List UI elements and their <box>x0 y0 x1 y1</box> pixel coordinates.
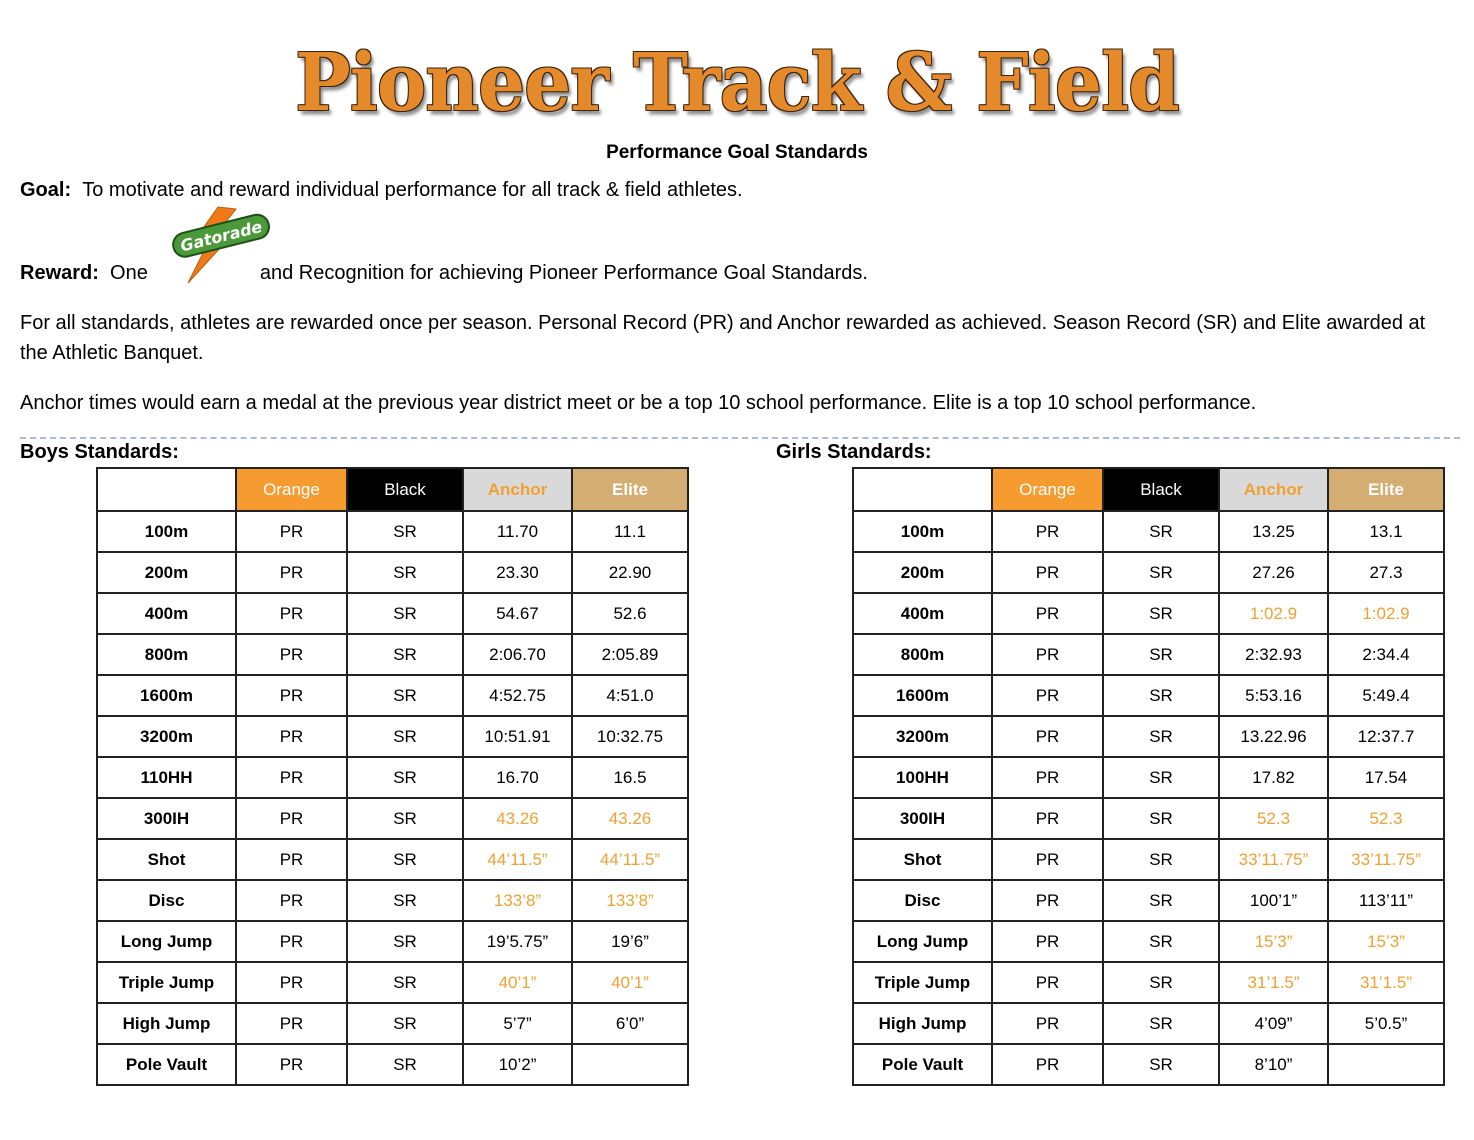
anchor-cell: 5:53.16 <box>1219 675 1328 716</box>
table-row <box>97 962 688 1003</box>
table-row <box>853 1003 1444 1044</box>
elite-cell: 15’3” <box>1328 921 1444 962</box>
anchor-cell: 13.25 <box>1219 511 1328 552</box>
event-cell: Pole Vault <box>853 1044 992 1085</box>
event-cell: 800m <box>853 634 992 675</box>
orange-cell: PR <box>992 757 1103 798</box>
orange-cell: PR <box>992 675 1103 716</box>
event-cell: Long Jump <box>97 921 236 962</box>
elite-cell: 16.5 <box>572 757 688 798</box>
elite-cell: 12:37.7 <box>1328 716 1444 757</box>
header-anchor: Anchor <box>1219 468 1328 511</box>
elite-cell: 27.3 <box>1328 552 1444 593</box>
event-cell: 400m <box>853 593 992 634</box>
black-cell: SR <box>1103 716 1219 757</box>
black-cell: SR <box>347 634 463 675</box>
event-cell: 200m <box>853 552 992 593</box>
black-cell: SR <box>347 1003 463 1044</box>
elite-cell: 2:05.89 <box>572 634 688 675</box>
anchor-cell: 52.3 <box>1219 798 1328 839</box>
orange-cell: PR <box>236 798 347 839</box>
table-row <box>97 921 688 962</box>
header-orange: Orange <box>992 468 1103 511</box>
elite-cell: 4:51.0 <box>572 675 688 716</box>
elite-cell: 52.6 <box>572 593 688 634</box>
event-cell: 110HH <box>97 757 236 798</box>
anchor-cell: 5’7” <box>463 1003 572 1044</box>
orange-cell: PR <box>992 716 1103 757</box>
table-row <box>853 1044 1444 1085</box>
black-cell: SR <box>1103 921 1219 962</box>
black-cell: SR <box>347 962 463 1003</box>
table-row <box>853 634 1444 675</box>
header-blank-cell <box>853 468 992 511</box>
orange-cell: PR <box>236 1003 347 1044</box>
page-subtitle: Performance Goal Standards <box>606 142 868 163</box>
table-row <box>853 962 1444 1003</box>
anchor-cell: 10’2” <box>463 1044 572 1085</box>
orange-cell: PR <box>992 634 1103 675</box>
table-row <box>853 839 1444 880</box>
anchor-cell: 33’11.75” <box>1219 839 1328 880</box>
black-cell: SR <box>347 921 463 962</box>
event-cell: 300IH <box>853 798 992 839</box>
header-black: Black <box>347 468 463 511</box>
black-cell: SR <box>1103 511 1219 552</box>
orange-cell: PR <box>992 798 1103 839</box>
event-cell: Disc <box>97 880 236 921</box>
event-cell: 400m <box>97 593 236 634</box>
table-row <box>853 511 1444 552</box>
black-cell: SR <box>1103 552 1219 593</box>
standards-paragraph: For all standards, athletes are rewarded once per season. Personal Record (PR) and Anchor rewarded as achieved. Season Record (SR) and Elite awarded at the Athletic Banquet. <box>20 312 1426 364</box>
anchor-cell: 4:52.75 <box>463 675 572 716</box>
anchor-cell: 44’11.5” <box>463 839 572 880</box>
reward-pre: One <box>110 262 148 284</box>
table-row <box>853 757 1444 798</box>
elite-cell: 113’11” <box>1328 880 1444 921</box>
elite-cell: 6’0” <box>572 1003 688 1044</box>
event-cell: 800m <box>97 634 236 675</box>
event-cell: 300IH <box>97 798 236 839</box>
orange-cell: PR <box>236 1044 347 1085</box>
table-row <box>853 921 1444 962</box>
table-row <box>97 839 688 880</box>
anchor-cell: 54.67 <box>463 593 572 634</box>
event-cell: Triple Jump <box>97 962 236 1003</box>
reward-paragraph <box>20 258 1450 288</box>
black-cell: SR <box>347 593 463 634</box>
header-blank-cell <box>97 468 236 511</box>
elite-cell: 17.54 <box>1328 757 1444 798</box>
table-row <box>97 1044 688 1085</box>
anchor-cell: 8’10” <box>1219 1044 1328 1085</box>
black-cell: SR <box>1103 962 1219 1003</box>
orange-cell: PR <box>992 921 1103 962</box>
table-row <box>97 880 688 921</box>
black-cell: SR <box>1103 880 1219 921</box>
elite-cell: 22.90 <box>572 552 688 593</box>
elite-cell: 5’0.5” <box>1328 1003 1444 1044</box>
event-cell: Pole Vault <box>97 1044 236 1085</box>
orange-cell: PR <box>992 1003 1103 1044</box>
black-cell: SR <box>1103 757 1219 798</box>
orange-cell: PR <box>236 675 347 716</box>
boys-standards-table <box>96 467 689 1086</box>
elite-cell: 1:02.9 <box>1328 593 1444 634</box>
orange-cell: PR <box>236 634 347 675</box>
anchor-cell: 17.82 <box>1219 757 1328 798</box>
table-row <box>97 798 688 839</box>
elite-cell: 44’11.5” <box>572 839 688 880</box>
elite-cell: 2:34.4 <box>1328 634 1444 675</box>
table-row <box>853 798 1444 839</box>
black-cell: SR <box>347 757 463 798</box>
elite-cell: 43.26 <box>572 798 688 839</box>
event-cell: Shot <box>853 839 992 880</box>
event-cell: Shot <box>97 839 236 880</box>
anchor-cell: 11.70 <box>463 511 572 552</box>
orange-cell: PR <box>236 511 347 552</box>
black-cell: SR <box>347 511 463 552</box>
event-cell: 3200m <box>853 716 992 757</box>
table-row <box>853 593 1444 634</box>
orange-cell: PR <box>992 593 1103 634</box>
elite-cell: 13.1 <box>1328 511 1444 552</box>
table-row <box>853 552 1444 593</box>
table-row <box>97 511 688 552</box>
anchor-cell: 19’5.75” <box>463 921 572 962</box>
black-cell: SR <box>1103 1003 1219 1044</box>
event-cell: 100m <box>853 511 992 552</box>
event-cell: 100HH <box>853 757 992 798</box>
anchor-cell: 10:51.91 <box>463 716 572 757</box>
section-divider <box>20 437 1460 439</box>
header-elite: Elite <box>1328 468 1444 511</box>
elite-cell: 19’6” <box>572 921 688 962</box>
anchor-cell: 133’8” <box>463 880 572 921</box>
elite-cell: 33’11.75” <box>1328 839 1444 880</box>
orange-cell: PR <box>992 962 1103 1003</box>
table-header-row <box>97 468 688 511</box>
elite-cell: 11.1 <box>572 511 688 552</box>
elite-cell: 10:32.75 <box>572 716 688 757</box>
anchor-cell: 2:32.93 <box>1219 634 1328 675</box>
black-cell: SR <box>347 839 463 880</box>
table-row <box>853 880 1444 921</box>
black-cell: SR <box>1103 798 1219 839</box>
table-row <box>97 675 688 716</box>
event-cell: 100m <box>97 511 236 552</box>
event-cell: High Jump <box>97 1003 236 1044</box>
black-cell: SR <box>347 880 463 921</box>
black-cell: SR <box>347 675 463 716</box>
event-cell: 3200m <box>97 716 236 757</box>
header-anchor: Anchor <box>463 468 572 511</box>
reward-label: Reward: <box>20 262 99 284</box>
elite-cell: 133’8” <box>572 880 688 921</box>
orange-cell: PR <box>992 511 1103 552</box>
anchor-cell: 23.30 <box>463 552 572 593</box>
orange-cell: PR <box>236 880 347 921</box>
anchor-cell: 13.22.96 <box>1219 716 1328 757</box>
page-title: Pioneer Track & Field <box>295 36 1179 130</box>
event-cell: Long Jump <box>853 921 992 962</box>
orange-cell: PR <box>236 921 347 962</box>
anchor-cell: 2:06.70 <box>463 634 572 675</box>
anchor-cell: 27.26 <box>1219 552 1328 593</box>
anchor-cell: 40’1” <box>463 962 572 1003</box>
table-row <box>97 757 688 798</box>
goal-label: Goal: <box>20 179 72 201</box>
gatorade-logo-text: Gatorade <box>178 216 265 256</box>
elite-cell: 40’1” <box>572 962 688 1003</box>
event-cell: High Jump <box>853 1003 992 1044</box>
table-row <box>97 634 688 675</box>
boys-heading: Boys Standards: <box>20 441 179 463</box>
black-cell: SR <box>1103 675 1219 716</box>
anchor-paragraph: Anchor times would earn a medal at the previous year district meet or be a top 10 school performance. Elite is a top 10 school performance. <box>20 392 1257 414</box>
black-cell: SR <box>1103 839 1219 880</box>
black-cell: SR <box>347 716 463 757</box>
table-header-row <box>853 468 1444 511</box>
anchor-cell: 1:02.9 <box>1219 593 1328 634</box>
anchor-cell: 31’1.5” <box>1219 962 1328 1003</box>
orange-cell: PR <box>992 880 1103 921</box>
event-cell: 1600m <box>853 675 992 716</box>
orange-cell: PR <box>992 552 1103 593</box>
orange-cell: PR <box>236 962 347 1003</box>
black-cell: SR <box>347 798 463 839</box>
anchor-cell: 15’3” <box>1219 921 1328 962</box>
event-cell: 200m <box>97 552 236 593</box>
reward-text: and Recognition for achieving Pioneer Performance Goal Standards. <box>259 262 868 284</box>
header-black: Black <box>1103 468 1219 511</box>
orange-cell: PR <box>992 839 1103 880</box>
orange-cell: PR <box>236 839 347 880</box>
elite-cell <box>572 1044 688 1085</box>
header-elite: Elite <box>572 468 688 511</box>
black-cell: SR <box>347 1044 463 1085</box>
table-row <box>97 1003 688 1044</box>
table-row <box>97 593 688 634</box>
event-cell: 1600m <box>97 675 236 716</box>
table-row <box>853 716 1444 757</box>
event-cell: Triple Jump <box>853 962 992 1003</box>
orange-cell: PR <box>236 716 347 757</box>
elite-cell: 31’1.5” <box>1328 962 1444 1003</box>
girls-heading: Girls Standards: <box>776 441 932 463</box>
black-cell: SR <box>1103 1044 1219 1085</box>
black-cell: SR <box>347 552 463 593</box>
anchor-cell: 16.70 <box>463 757 572 798</box>
table-row <box>853 675 1444 716</box>
table-row <box>97 716 688 757</box>
orange-cell: PR <box>236 593 347 634</box>
header-orange: Orange <box>236 468 347 511</box>
orange-cell: PR <box>236 757 347 798</box>
table-row <box>97 552 688 593</box>
goal-text: To motivate and reward individual performance for all track & field athletes. <box>82 179 743 201</box>
goal-paragraph <box>20 175 1450 205</box>
elite-cell: 52.3 <box>1328 798 1444 839</box>
black-cell: SR <box>1103 593 1219 634</box>
anchor-cell: 4’09” <box>1219 1003 1328 1044</box>
black-cell: SR <box>1103 634 1219 675</box>
anchor-cell: 100’1” <box>1219 880 1328 921</box>
girls-standards-table <box>852 467 1445 1086</box>
orange-cell: PR <box>992 1044 1103 1085</box>
event-cell: Disc <box>853 880 992 921</box>
anchor-cell: 43.26 <box>463 798 572 839</box>
orange-cell: PR <box>236 552 347 593</box>
elite-cell <box>1328 1044 1444 1085</box>
elite-cell: 5:49.4 <box>1328 675 1444 716</box>
